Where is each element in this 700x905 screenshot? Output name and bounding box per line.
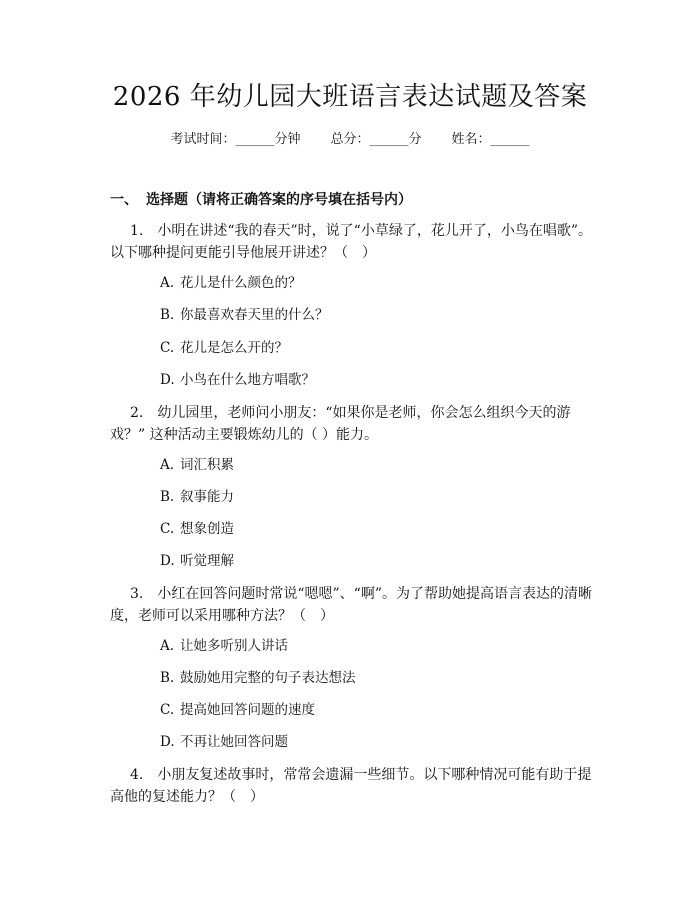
question-3-option-b [160, 668, 356, 688]
question-1-option-c [160, 338, 288, 358]
student-name-field: 姓名：______ [451, 132, 530, 147]
question-3-option-c [160, 700, 315, 720]
question-2-option-a [160, 455, 234, 475]
question-1-option-d [160, 370, 315, 390]
option-letter: C. [160, 521, 175, 537]
option-letter: D. [160, 553, 175, 569]
question-1: 1. 小明在讲述“我的春天”时，说了“小草绿了，花儿开了，小鸟在唱歌”。以下哪种提问更能引导他展开讲述？（ ） [110, 223, 592, 261]
option-text: 小鸟在什么地方唱歌？ [180, 372, 315, 388]
option-text: 让她多听别人讲话 [180, 638, 288, 654]
option-letter: C. [160, 340, 175, 356]
option-letter: A. [160, 275, 175, 291]
option-letter: B. [160, 670, 175, 686]
option-letter: D. [160, 734, 175, 750]
option-letter: D. [160, 372, 175, 388]
option-text: 花儿是怎么开的？ [180, 340, 288, 356]
option-text: 叙事能力 [180, 489, 234, 505]
section-heading [110, 190, 412, 210]
question-2: 2. 幼儿园里，老师问小朋友：“如果你是老师，你会怎么组织今天的游戏？” 这种活动主要锻炼幼儿的（ ）能力。 [110, 405, 571, 443]
question-2-option-d [160, 551, 234, 571]
question-1-option-a [160, 273, 302, 293]
option-text: 听觉理解 [180, 553, 234, 569]
question-3: 3. 小红在回答问题时常说“嗯嗯”、“啊”。为了帮助她提高语言表达的清晰度，老师可以采用哪种方法？（ ） [110, 586, 592, 624]
option-letter: B. [160, 489, 175, 505]
question-3-option-d [160, 732, 288, 752]
option-text: 想象创造 [180, 521, 234, 537]
total-score-field: 总分：______分 [330, 132, 422, 147]
section-title: 选择题（请将正确答案的序号填在括号内） [146, 192, 412, 208]
question-2-option-c [160, 519, 234, 539]
question-1-option-b [160, 305, 329, 325]
option-text: 花儿是什么颜色的？ [180, 275, 302, 291]
exam-time-field: 考试时间：______分钟 [170, 132, 301, 147]
option-text: 你最喜欢春天里的什么？ [180, 307, 329, 323]
option-text: 不再让她回答问题 [180, 734, 288, 750]
section-number: 一、 [110, 192, 138, 208]
exam-info-line [0, 130, 700, 150]
option-text: 词汇积累 [180, 457, 234, 473]
option-text: 鼓励她用完整的句子表达想法 [180, 670, 356, 686]
option-letter: C. [160, 702, 175, 718]
option-letter: B. [160, 307, 175, 323]
option-letter: A. [160, 638, 175, 654]
document-title: 2026 年幼儿园大班语言表达试题及答案 [112, 82, 588, 112]
question-4: 4. 小朋友复述故事时，常常会遗漏一些细节。以下哪种情况可能有助于提高他的复述能力？（ ） [110, 767, 592, 805]
question-2-option-b [160, 487, 234, 507]
option-text: 提高她回答问题的速度 [180, 702, 315, 718]
option-letter: A. [160, 457, 175, 473]
question-3-option-a [160, 636, 288, 656]
